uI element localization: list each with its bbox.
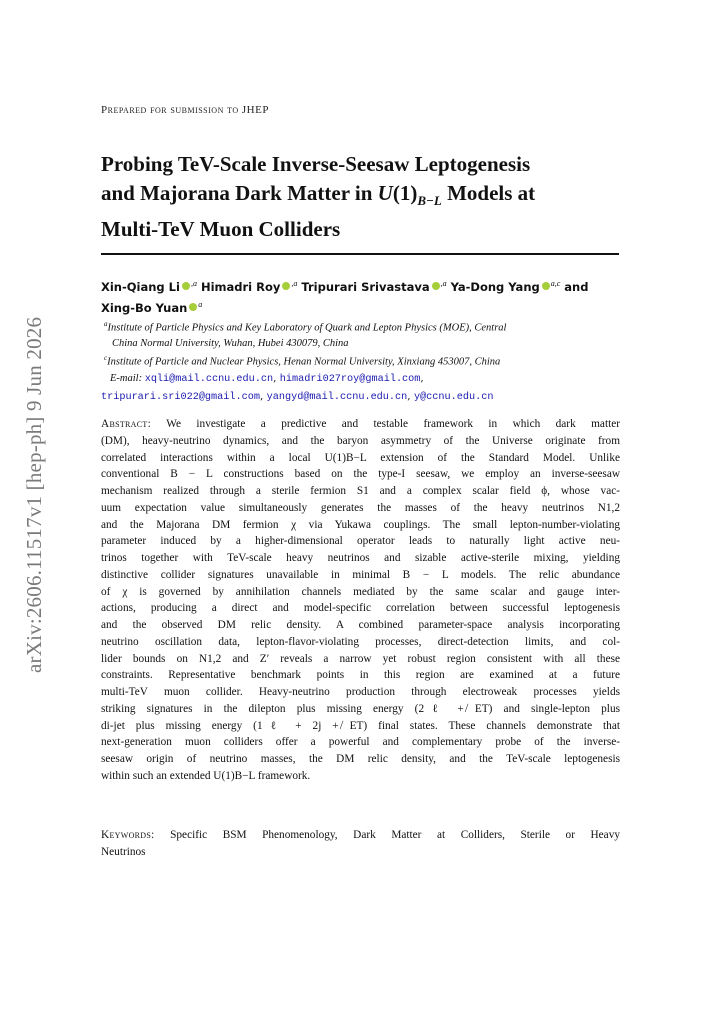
abstract-line: trinos together with TeV-scale heavy neutrinos and sizable active-sterile mixing, yielding [101,552,620,564]
email-line-1: E-mail: xqli@mail.ccnu.edu.cn, himadri027roy@gmail.com, [110,372,424,385]
author-name: Ya-Dong Yang [450,279,540,294]
email-link[interactable]: tripurari.sri022@gmail.com [101,392,260,403]
abstract-line: of χ is governed by annihilation channels mediated by the same scalar and gauge inter- [101,585,620,598]
author-affil-sup: ,a [291,279,298,288]
author-affil-sup: ,a [190,279,197,288]
abstract-line: within such an extended U(1)B−L framework. [101,769,311,782]
title-line-2 [101,179,641,215]
keywords-line: Neutrinos [101,845,146,858]
affiliation-c-line-1 [104,351,624,370]
keywords-heading: Keywords: [101,829,155,841]
orcid-icon[interactable] [432,282,440,290]
abstract-line: multi-TeV muon collider. Heavy-neutrino production through electroweak processes yields [101,686,620,698]
affiliation-marker: a [104,320,108,328]
abstract-line [101,416,620,433]
author-affil-sup: ,a [440,279,447,288]
affiliation-a-text: Institute of Particle Physics and Key Laboratory of Quark and Lepton Physics (MOE), Central [107,322,507,334]
affiliation-marker: c [104,353,108,362]
author-list [101,275,621,317]
author-name: Xing-Bo Yuan [101,300,188,315]
author-name: Tripurari Srivastava [301,279,430,294]
abstract-text: We investigate a predictive and testable framework in which dark matter [151,418,620,430]
prepared-for-submission: Prepared for submission to JHEP [101,104,269,116]
abstract-line: uum expectation value simultaneously generates the masses of the heavy neutrinos N1,2 [101,501,620,514]
title-rule [101,253,619,255]
abstract-line: mechanism realized through a sterile fermion S1 and a complex scalar field ϕ, whose vac- [101,485,620,497]
affiliation-a-line-2: China Normal University, Wuhan, Hubei 430079, China [112,337,349,349]
abstract-line: actions, producing a direct and model-specific correlation between successful leptogenesis [101,602,620,615]
abstract-line: (DM), heavy-neutrino dynamics, and the baryon asymmetry of the Universe originate from [101,434,620,447]
abstract-line: and the observed DM relic density. A combined parameter-space analysis incorporating [101,619,620,631]
abstract-line: and the Majorana DM fermion χ via Yukawa couplings. The small lepton-number-violating [101,518,620,531]
abstract-heading: Abstract: [101,418,152,430]
affiliations [104,317,624,369]
title-math-u: U [377,181,393,205]
email-label: E-mail: [110,373,145,384]
title-math-paren: (1) [392,181,418,205]
affiliation-c-text: Institute of Particle and Nuclear Physics, Henan Normal University, Xinxiang 453007, China [107,356,501,367]
abstract-line: correlated interactions within a local U(1)B−L extension of the Standard Model. Unlike [101,451,620,464]
abstract-line: conventional B − L constructions based on the type-I seesaw, we employ an inverse-seesaw [101,468,620,481]
abstract-line: parameter induced by a higher-dimensional operator leads to naturally light active neu- [101,535,620,548]
author-affil-sup: a [198,299,203,309]
email-link[interactable]: himadri027roy@gmail.com [279,374,421,385]
author-line-1 [101,275,621,296]
abstract-line: next-generation muon colliders offer a powerful and complementary probe of the inverse- [101,736,620,749]
abstract-line: lider bounds on N1,2 and Z′ reveals a narrow yet robust region consistent with all these [101,652,620,665]
title-line-1: Probing TeV-Scale Inverse-Seesaw Leptogenesis [101,152,531,176]
orcid-icon[interactable] [542,282,550,290]
email-link[interactable]: yangyd@mail.ccnu.edu.cn [266,392,408,403]
abstract-line: constraints. Representative benchmark points in this region are examined at a future [101,669,620,682]
keywords-text: Specific BSM Phenomenology, Dark Matter at Colliders, Sterile or Heavy [154,829,620,841]
author-name: Himadri Roy [200,279,281,294]
keywords-line [101,827,620,844]
abstract-line: distinctive collider signatures unavailable in minimal B − L models. The relic abundance [101,568,620,581]
arxiv-stamp[interactable]: arXiv:2606.11517v1 [hep-ph] 9 Jun 2026 [22,316,46,674]
email-link[interactable]: y@ccnu.edu.cn [413,392,494,403]
orcid-icon[interactable] [189,303,197,311]
email-link[interactable]: xqli@mail.ccnu.edu.cn [144,374,274,385]
keywords [101,827,620,861]
author-and: and [560,279,589,294]
affiliation-a-line-1 [104,317,624,336]
orcid-icon[interactable] [282,282,290,290]
abstract-line: striking signatures in the dilepton plus missing energy (2ℓ + ̸ET) and single-lepton plus [101,702,620,715]
title-line-3: Multi-TeV Muon Colliders [101,217,341,242]
title-line-2-end: Models at [441,181,536,205]
title-math-sub: B−L [417,193,442,209]
abstract-line: di-jet plus missing energy (1ℓ + 2j + ̸ET) final states. These channels demonstrate that [101,719,620,732]
orcid-icon[interactable] [182,282,190,290]
author-affil-sup: a,c [550,279,561,288]
abstract-line: seesaw origin of neutrino masses, the DM relic density, and the TeV-scale leptogenesis [101,753,620,765]
paper-title [101,150,641,244]
abstract [101,416,620,785]
title-line-2-text: and Majorana Dark Matter in [101,181,378,205]
abstract-line: neutrino oscillation data, lepton-flavor-violating processes, direct-detection limits, and col- [101,635,620,648]
author-name: Xin-Qiang Li [101,279,180,294]
email-line-2: tripurari.sri022@gmail.com, yangyd@mail.ccnu.edu.cn, y@ccnu.edu.cn [101,390,494,403]
author-line-2 [101,296,621,317]
email-block [101,370,630,406]
